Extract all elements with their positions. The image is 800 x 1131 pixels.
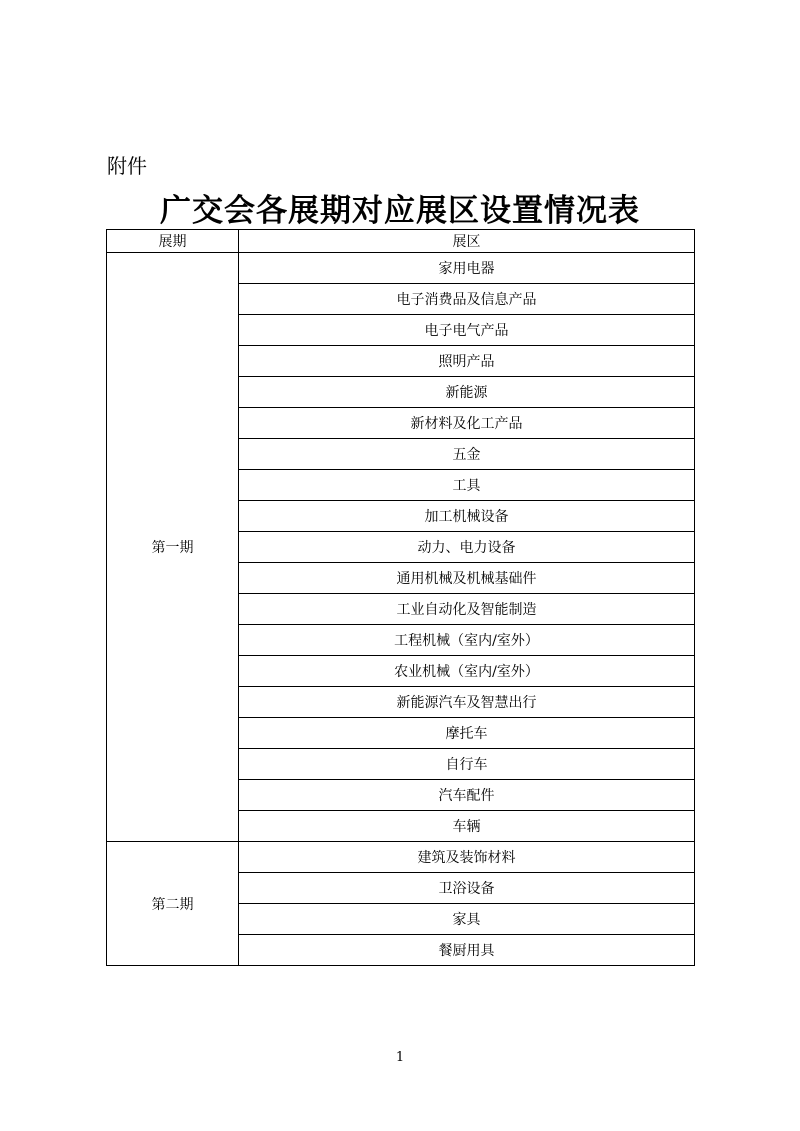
zone-cell: 加工机械设备 [239, 501, 695, 532]
page-number: 1 [395, 1050, 405, 1065]
table-header-row [107, 230, 695, 253]
table-body [107, 253, 695, 966]
zone-cell: 工业自动化及智能制造 [239, 594, 695, 625]
zone-cell: 卫浴设备 [239, 873, 695, 904]
zone-cell: 电子电气产品 [239, 315, 695, 346]
zone-cell: 农业机械（室内/室外） [239, 656, 695, 687]
header-zone: 展区 [239, 230, 695, 253]
zone-cell: 工具 [239, 470, 695, 501]
zone-cell: 摩托车 [239, 718, 695, 749]
zone-cell: 新能源 [239, 377, 695, 408]
zone-cell: 动力、电力设备 [239, 532, 695, 563]
phase-cell: 第二期 [107, 842, 239, 966]
document-title: 广交会各展期对应展区设置情况表 [160, 193, 640, 229]
phase-cell: 第一期 [107, 253, 239, 842]
zone-cell: 餐厨用具 [239, 935, 695, 966]
zone-cell: 照明产品 [239, 346, 695, 377]
attachment-label: 附件 [107, 154, 147, 178]
zone-cell: 新能源汽车及智慧出行 [239, 687, 695, 718]
table-row [107, 842, 695, 873]
zone-cell: 电子消费品及信息产品 [239, 284, 695, 315]
zone-cell: 车辆 [239, 811, 695, 842]
zone-cell: 家具 [239, 904, 695, 935]
zone-cell: 建筑及装饰材料 [239, 842, 695, 873]
zone-cell: 自行车 [239, 749, 695, 780]
zone-cell: 工程机械（室内/室外） [239, 625, 695, 656]
zone-cell: 汽车配件 [239, 780, 695, 811]
zone-cell: 家用电器 [239, 253, 695, 284]
zone-cell: 五金 [239, 439, 695, 470]
zone-cell: 新材料及化工产品 [239, 408, 695, 439]
exhibition-zone-table [106, 229, 695, 966]
zone-cell: 通用机械及机械基础件 [239, 563, 695, 594]
table-row [107, 253, 695, 284]
header-phase: 展期 [107, 230, 239, 253]
